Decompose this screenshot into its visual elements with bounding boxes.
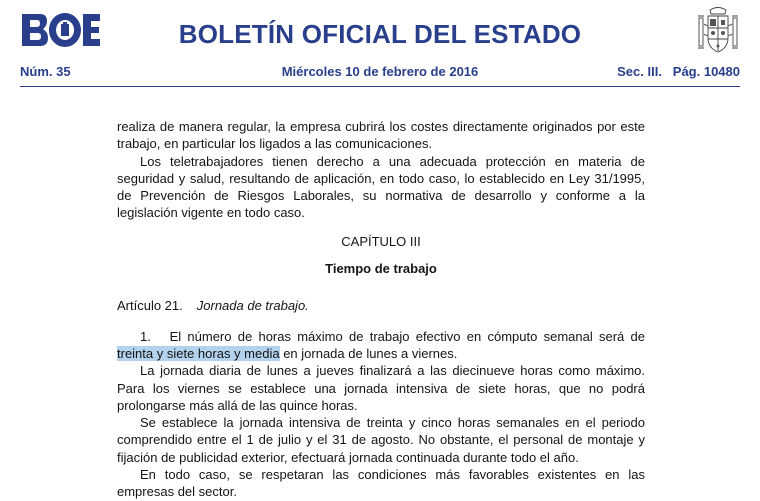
chapter-title: Tiempo de trabajo xyxy=(325,261,437,277)
spain-coat-of-arms-icon xyxy=(694,6,742,56)
page-title: BOLETÍN OFICIAL DEL ESTADO xyxy=(178,19,582,49)
issue-number: Núm. 35 xyxy=(20,64,71,79)
paragraph-costs: realiza de manera regular, la empresa cubrirá los costes directamente originados por este trabajo, en particular los ligados a las comunicaciones. xyxy=(117,119,645,152)
article-heading xyxy=(117,297,645,314)
paragraph-weekly-hours[interactable] xyxy=(117,328,649,363)
paragraph-daily-schedule: La jornada diaria de lunes a jueves finalizará a las diecinueve horas como máximo. Para los viernes se establece una jornada intensiva de siete horas, que no podrá prolongarse más allá de las quince horas. xyxy=(117,363,645,413)
paragraph-favorable-conditions: En todo caso, se respetaran las condiciones más favorables existentes en las empresas del sector. xyxy=(117,467,645,500)
header-divider xyxy=(20,86,740,87)
paragraph-weekly-hours-end: en jornada de lunes a viernes. xyxy=(279,345,458,361)
paragraph-weekly-hours-start: 1. El número de horas máximo de trabajo efectivo en cómputo semanal será de xyxy=(140,328,649,344)
article-label: Artículo 21. xyxy=(117,298,183,314)
paragraph-summer-schedule: Se establece la jornada intensiva de treinta y cinco horas semanales en el periodo comprendido entre el 1 de julio y el 31 de agosto. No obstante, el personal de montaje y fijación de publicidad exterior, efectuará jornada continuada durante todo el año. xyxy=(117,415,645,465)
page-header xyxy=(0,0,760,90)
issue-date: Miércoles 10 de febrero de 2016 xyxy=(281,64,479,79)
selected-text-highlight[interactable]: treinta y siete horas y media xyxy=(117,345,280,361)
document-body xyxy=(117,118,649,501)
article-title: Jornada de trabajo. xyxy=(196,298,309,314)
chapter-heading: CAPÍTULO III xyxy=(341,233,421,249)
section-page: Sec. III. Pág. 10480 xyxy=(617,64,740,79)
paragraph-safety: Los teletrabajadores tienen derecho a una adecuada protección en materia de seguridad y salud, resultando de aplicación, en todo caso, lo establecido en Ley 31/1995, de Prevención de Riesgos Laborales, su normativa de desarrollo y conforme a la legislación vigente en todo caso. xyxy=(117,153,645,221)
